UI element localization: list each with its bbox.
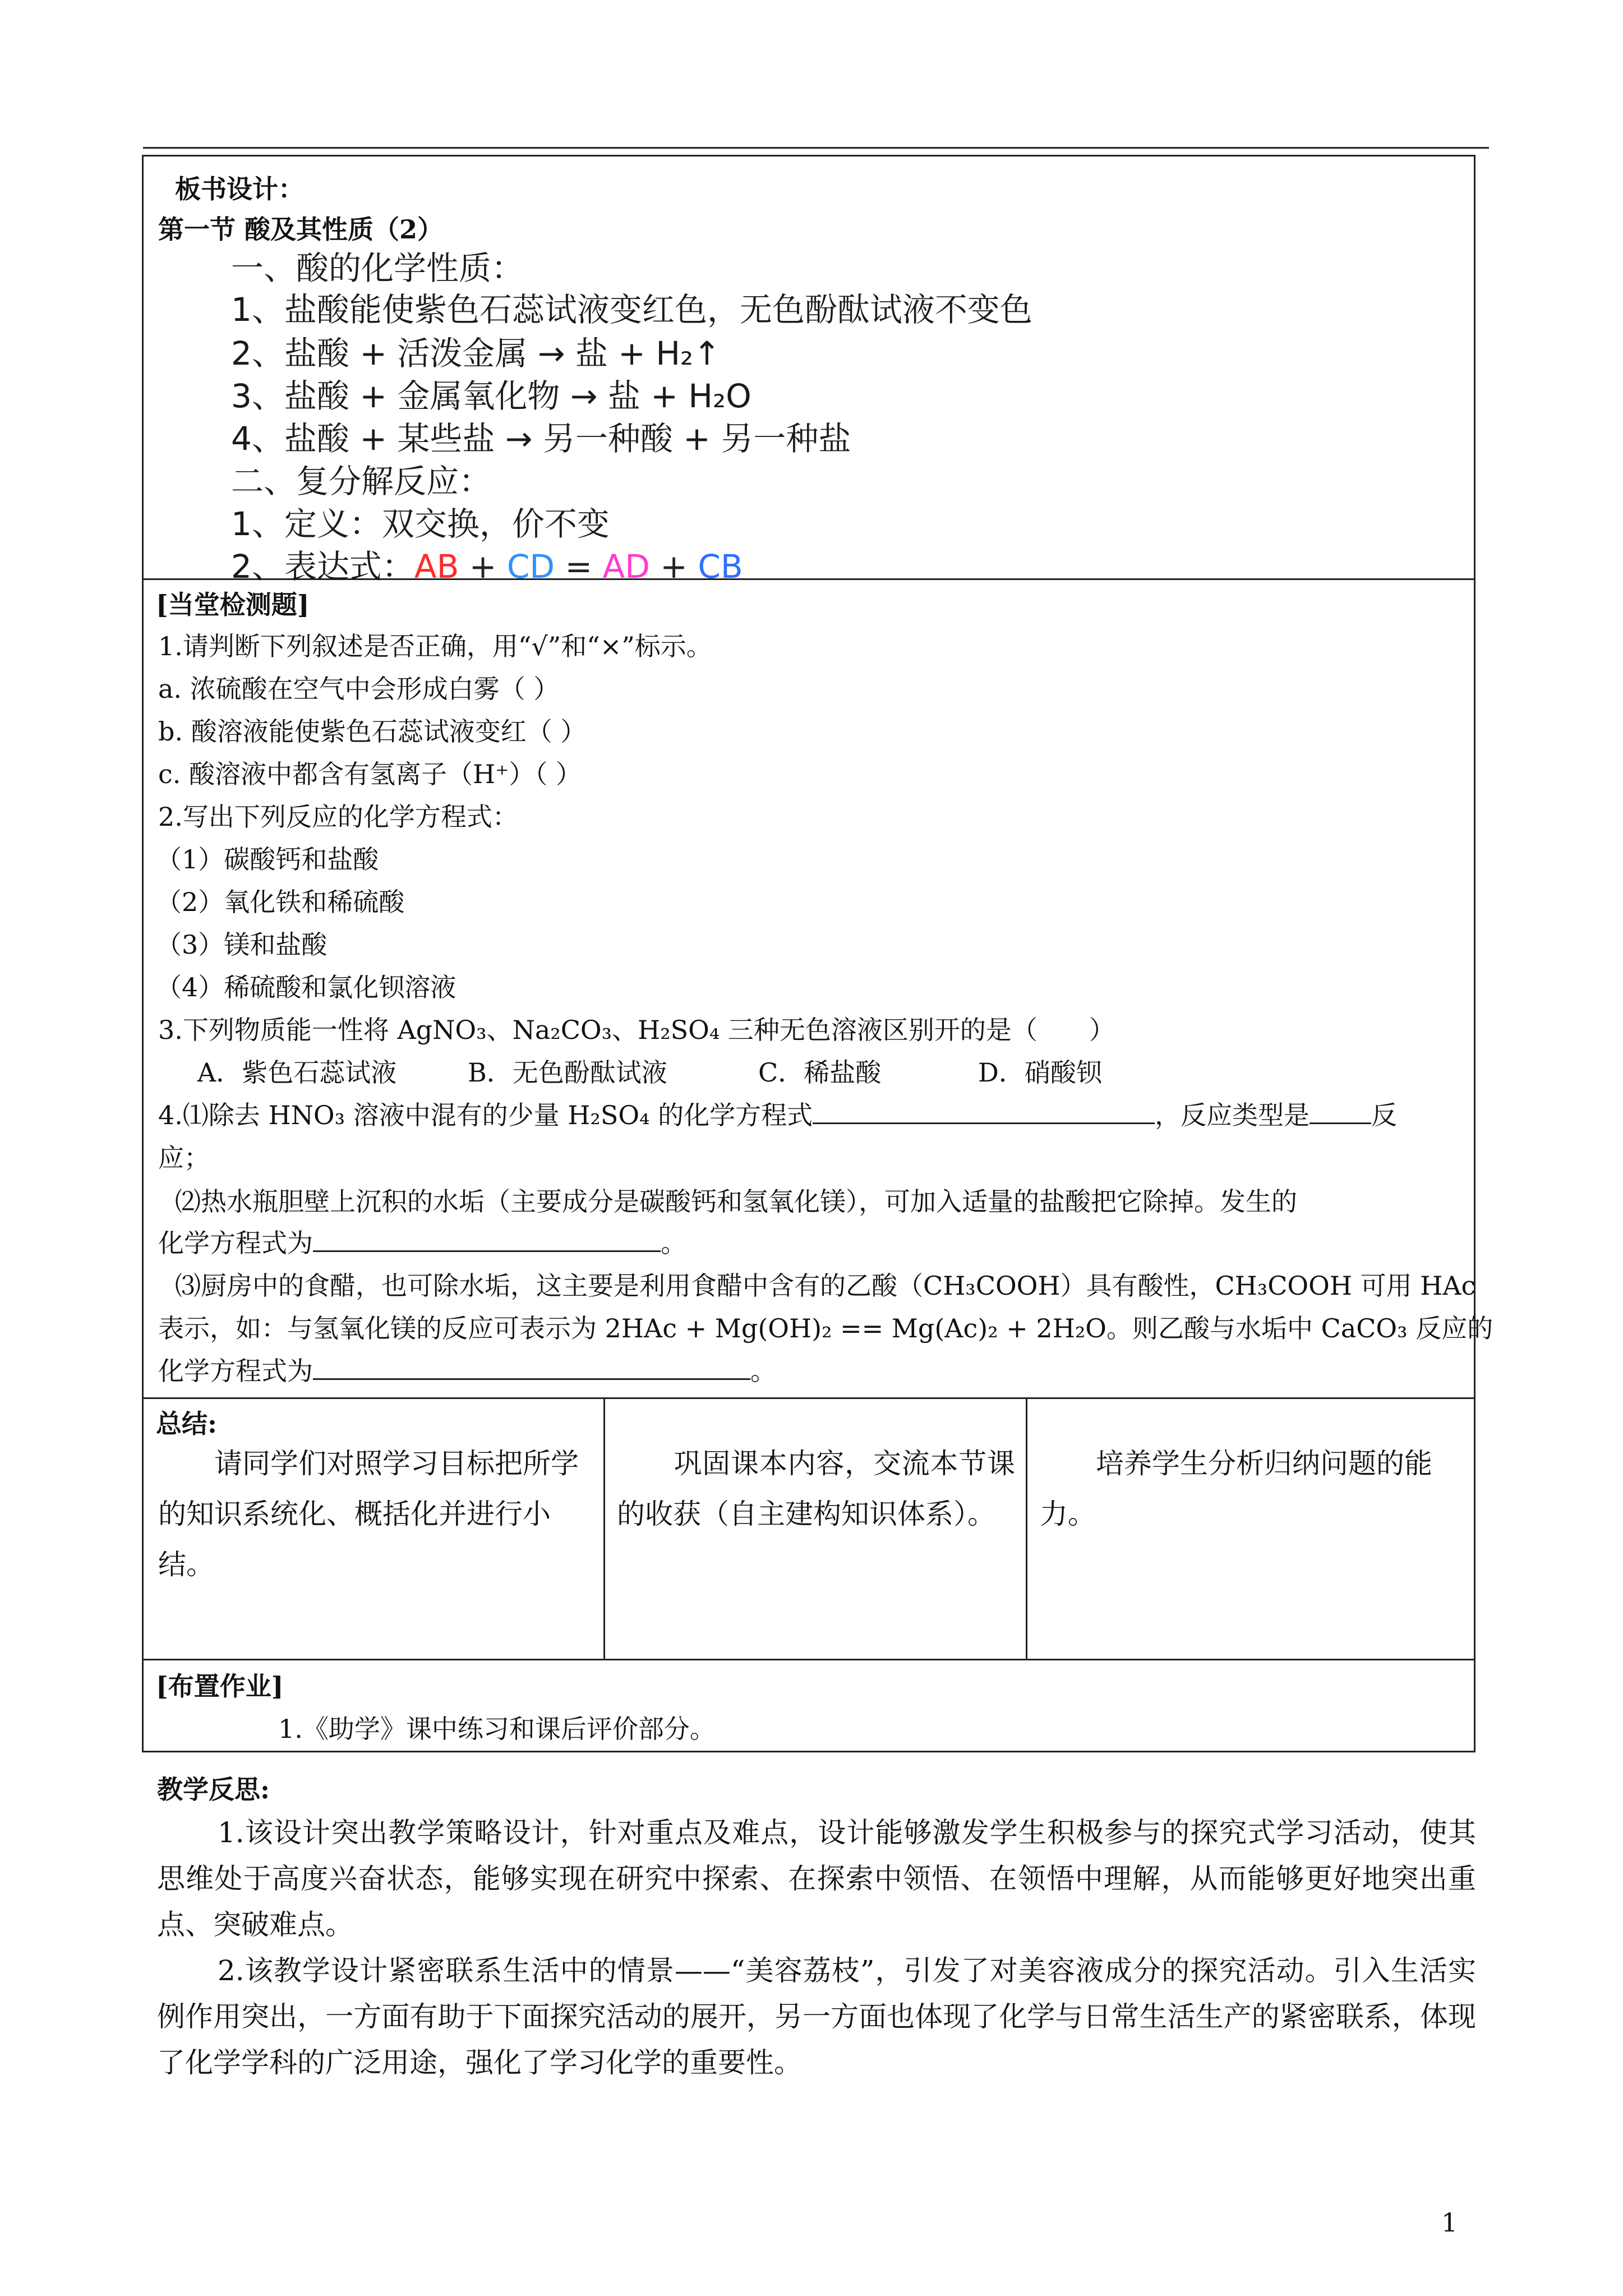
question-1a: a. 浓硫酸在空气中会形成白雾（ ） [158, 674, 560, 704]
formula-ab: AB [414, 547, 459, 586]
board-line-3: 2、盐酸 + 活泼金属 → 盐 + H₂↑ [231, 334, 721, 372]
board-section-title: 第一节 酸及其性质（2） [158, 214, 444, 245]
column-divider-2 [1026, 1399, 1027, 1659]
question-4-3-label: 化学方程式为 [158, 1356, 313, 1386]
summary-column-3: 培养学生分析归纳问题的能力。 [1040, 1447, 1432, 1530]
question-4-1-text: 4.⑴除去 HNO₃ 溶液中混有的少量 H₂SO₄ 的化学方程式 [158, 1100, 813, 1130]
reflection-paragraph-2: 2.该教学设计紧密联系生活中的情景——“美容荔枝”，引发了对美容液成分的探究活动。引入生活实例作用突出，一方面有助于下面探究活动的展开，另一方面也体现了化学与日常生活生产的紧密联系，体现了化学学科的广泛用途，强化了学习化学的重要性。 [157, 1954, 1476, 2079]
answer-blank-4-1[interactable] [813, 1098, 1155, 1124]
question-4-part-1 [158, 1095, 1397, 1132]
question-4-2-label: 化学方程式为 [158, 1228, 313, 1258]
board-line-4: 3、盐酸 + 金属氧化物 → 盐 + H₂O [231, 377, 751, 415]
question-4-1-end: 反 [1371, 1100, 1398, 1130]
question-1c: c. 酸溶液中都含有氢离子（H⁺）（ ） [158, 759, 582, 789]
question-3-option-b: B．无色酚酞试液 [468, 1057, 667, 1088]
question-1b: b. 酸溶液能使紫色石蕊试液变红（ ） [158, 716, 587, 747]
question-1: 1.请判断下列叙述是否正确，用“√”和“×”标示。 [158, 631, 712, 661]
board-line-1: 一、酸的化学性质： [231, 249, 524, 287]
homework-heading: [布置作业] [156, 1671, 284, 1701]
question-4-1-type-text: ，反应类型是 [1155, 1100, 1310, 1130]
question-2: 2.写出下列反应的化学方程式： [158, 802, 518, 832]
header-rule [143, 147, 1489, 149]
formula-cb: CB [698, 547, 743, 586]
board-heading: 板书设计： [175, 174, 304, 204]
page-number: 1 [1441, 2207, 1458, 2238]
question-3-option-c: C．稀盐酸 [758, 1057, 882, 1088]
question-3: 3.下列物质能一性将 AgNO₃、Na₂CO₃、H₂SO₄ 三种无色溶液区别开的是（ ） [158, 1015, 1115, 1045]
question-2-item-4: （4）稀硫酸和氯化钡溶液 [156, 972, 457, 1002]
question-2-item-2: （2）氧化铁和稀硫酸 [156, 887, 405, 917]
test-heading: [当堂检测题] [156, 590, 310, 620]
formula-cd: CD [506, 547, 555, 586]
homework-item: 1.《助学》课中练习和课后评价部分。 [278, 1714, 716, 1744]
question-3-option-d: D．硝酸钡 [978, 1057, 1102, 1088]
reflection-heading: 教学反思: [157, 1774, 270, 1805]
question-4-part-2: ⑵热水瓶胆壁上沉积的水垢（主要成分是碳酸钙和氢氧化镁），可加入适量的盐酸把它除掉。发生的 [175, 1186, 1297, 1217]
column-divider-1 [603, 1399, 605, 1659]
reflection-paragraph-1: 1.该设计突出教学策略设计，针对重点及难点，设计能够激发学生积极参与的探究式学习活动，使其思维处于高度兴奋状态，能够实现在研究中探索、在探索中领悟、在领悟中理解，从而能够更好地突出重点、突破难点。 [157, 1816, 1476, 1941]
question-3-option-a: A．紫色石蕊试液 [197, 1057, 397, 1088]
board-line-7: 1、定义：双交换，价不变 [231, 505, 610, 543]
test-section [142, 580, 1493, 1399]
summary-heading: 总结: [156, 1409, 217, 1439]
question-4-part-3: ⑶厨房中的食醋，也可除水垢，这主要是利用食醋中含有的乙酸（CH₃COOH）具有酸性，CH₃COOH 可用 HAc [175, 1271, 1476, 1301]
question-4-2-end: 。 [661, 1228, 686, 1258]
question-4-2-answer-line [158, 1223, 686, 1260]
question-2-item-3: （3）镁和盐酸 [156, 930, 328, 960]
formula-plus-1: + [459, 547, 507, 586]
answer-blank-4-3[interactable] [313, 1354, 750, 1380]
board-line-2: 1、盐酸能使紫色石蕊试液变红色，无色酚酞试液不变色 [231, 291, 1032, 329]
board-line-6: 二、复分解反应： [231, 462, 492, 500]
summary-column-1: 请同学们对照学习目标把所学的知识系统化、概括化并进行小结。 [158, 1447, 579, 1581]
formula-prefix: 2、表达式： [231, 547, 414, 586]
board-line-5: 4、盐酸 + 某些盐 → 另一种酸 + 另一种盐 [231, 420, 851, 458]
question-4-3-end: 。 [750, 1356, 776, 1386]
question-4-3-answer-line [158, 1351, 776, 1388]
board-design-section [142, 155, 1476, 586]
reaction-type-blank[interactable] [1310, 1098, 1371, 1124]
question-2-item-1: （1）碳酸钙和盐酸 [156, 844, 379, 875]
question-4-1-continued: 应； [158, 1143, 210, 1173]
formula-plus-2: + [649, 547, 698, 586]
formula-ad: AD [602, 547, 650, 586]
homework-section [142, 1660, 1476, 1752]
summary-section [142, 1399, 1476, 1660]
formula-equals: = [555, 547, 603, 586]
question-4-3-line-2: 表示，如：与氢氧化镁的反应可表示为 2HAc + Mg(OH)₂ == Mg(Ac)₂ + 2H₂O。则乙酸与水垢中 CaCO₃ 反应的 [158, 1313, 1493, 1343]
summary-column-2: 巩固课本内容，交流本节课的收获（自主建构知识体系）。 [617, 1447, 1015, 1530]
answer-blank-4-2[interactable] [313, 1226, 661, 1252]
